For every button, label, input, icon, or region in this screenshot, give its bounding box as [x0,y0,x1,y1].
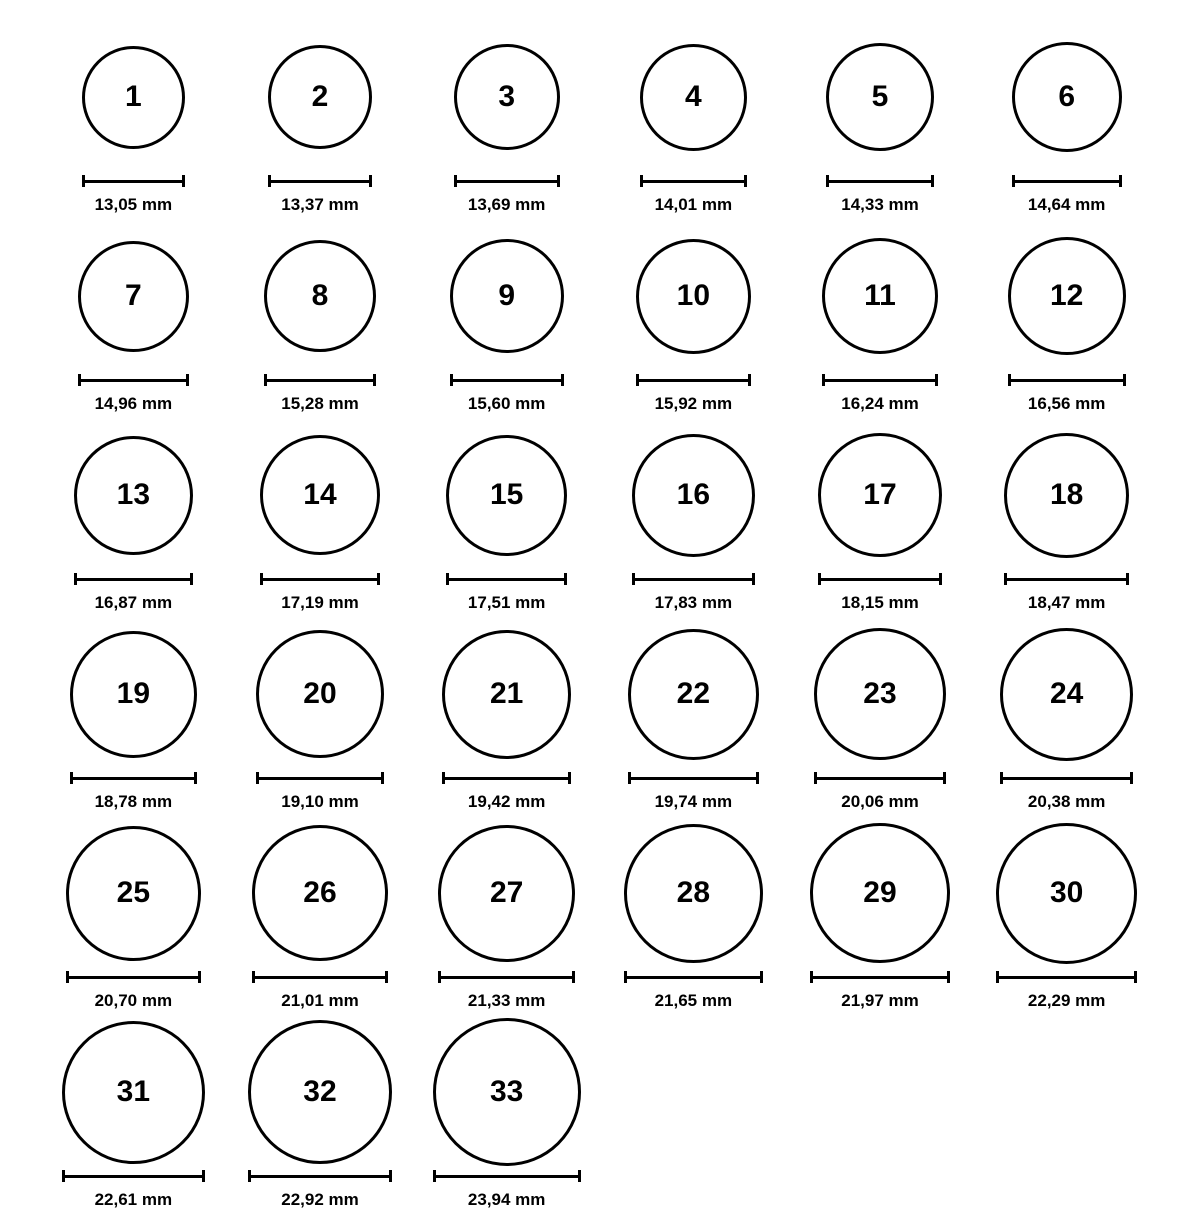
diameter-label: 16,24 mm [841,394,919,413]
measure-bar-graphic [632,573,755,585]
diameter-measure-bar [628,771,759,785]
ring-size-cell [40,818,227,1017]
ring-circle-wrapper [442,619,571,769]
diameter-measure-bar [814,771,946,785]
ring-size-number: 27 [489,876,524,909]
ring-circle [446,435,567,556]
ring-circle [632,434,755,557]
diameter-measure-bar [70,771,197,785]
diameter-label: 15,60 mm [467,394,546,413]
measure-bar-graphic [810,971,950,983]
ring-circle-wrapper [640,22,747,172]
measure-bar-graphic [268,175,372,187]
measure-bar-graphic [74,573,193,585]
ring-circle [248,1020,392,1164]
ring-size-cell [973,221,1160,420]
ring-size-cell [40,221,227,420]
measure-bar-line [822,379,938,382]
ring-circle [454,44,560,150]
ring-size-cell [227,619,414,818]
diameter-label: 21,65 mm [654,991,733,1010]
diameter-measure-bar [446,572,567,586]
ring-size-cell [40,1017,227,1216]
measure-bar-line [636,379,751,382]
diameter-measure-bar [248,1169,392,1183]
ring-circle [433,1018,581,1166]
ring-circle [1004,433,1129,558]
measure-bar-graphic [66,971,201,983]
ring-circle-wrapper [252,818,388,968]
ring-size-number: 21 [489,677,524,710]
ring-size-cell [413,818,600,1017]
ring-size-number: 20 [303,677,337,710]
measure-bar-graphic [454,175,560,187]
diameter-measure-bar [66,970,201,984]
ring-size-number: 11 [864,279,896,312]
measure-bar-line [450,379,564,382]
ring-circle-wrapper [82,22,185,172]
measure-bar-graphic [256,772,384,784]
measure-bar-graphic [1008,374,1126,386]
ring-size-number: 23 [863,677,897,710]
ring-circle-wrapper [62,1017,205,1167]
measure-bar-graphic [822,374,938,386]
ring-circle [822,238,938,354]
ring-size-cell [600,420,787,619]
diameter-label: 21,01 mm [281,991,359,1010]
ring-circle [636,239,751,354]
ring-circle-wrapper [818,420,942,570]
ring-size-cell [227,22,414,221]
ring-size-cell [413,420,600,619]
diameter-label: 13,37 mm [281,195,359,214]
ring-circle [442,630,571,759]
diameter-measure-bar [438,970,575,984]
ring-size-cell [973,619,1160,818]
measure-bar-graphic [1004,573,1129,585]
measure-bar-line [256,777,384,780]
ring-size-cell [973,420,1160,619]
ring-size-number: 3 [498,80,515,113]
ring-size-number: 28 [676,876,711,909]
diameter-measure-bar [1008,373,1126,387]
measure-bar-line [442,777,571,780]
measure-bar-line [66,976,201,979]
ring-size-cell [600,619,787,818]
diameter-label: 17,83 mm [654,593,733,612]
measure-bar-graphic [446,573,567,585]
diameter-label: 21,97 mm [841,991,919,1010]
ring-size-number: 13 [116,478,151,511]
ring-size-number: 12 [1049,279,1084,312]
diameter-measure-bar [450,373,564,387]
measure-bar-line [632,578,755,581]
measure-bar-graphic [442,772,571,784]
measure-bar-line [996,976,1137,979]
ring-circle-wrapper [1000,619,1133,769]
ring-size-cell [973,22,1160,221]
ring-circle-wrapper [446,420,567,570]
ring-size-number: 6 [1058,80,1075,113]
diameter-measure-bar [636,373,751,387]
ring-size-number: 4 [684,80,702,113]
diameter-measure-bar [454,174,560,188]
diameter-label: 19,10 mm [281,792,359,811]
measure-bar-graphic [624,971,763,983]
ring-size-number: 22 [676,677,711,710]
ring-circle [810,823,950,963]
diameter-label: 19,74 mm [654,792,733,811]
ring-size-cell [227,420,414,619]
diameter-label: 15,28 mm [281,394,359,413]
diameter-label: 18,15 mm [841,593,919,612]
ring-size-cell [973,818,1160,1017]
diameter-measure-bar [632,572,755,586]
ring-circle [264,240,376,352]
diameter-label: 14,33 mm [841,195,919,214]
ring-size-cell [787,420,974,619]
ring-size-number: 9 [498,279,515,312]
ring-size-number: 33 [489,1075,524,1108]
measure-bar-line [70,777,197,780]
ring-size-number: 32 [303,1075,337,1108]
ring-size-grid [40,22,1160,1216]
measure-bar-line [260,578,380,581]
measure-bar-line [78,379,189,382]
measure-bar-graphic [814,772,946,784]
ring-size-number: 10 [676,279,711,312]
measure-bar-line [248,1175,392,1178]
measure-bar-graphic [78,374,189,386]
ring-size-number: 31 [116,1075,151,1108]
diameter-measure-bar [996,970,1137,984]
diameter-label: 22,29 mm [1027,991,1106,1010]
ring-size-cell [413,1017,600,1216]
diameter-measure-bar [818,572,942,586]
ring-circle-wrapper [78,221,189,371]
ring-size-number: 29 [863,876,897,909]
ring-circle [438,825,575,962]
ring-circle-wrapper [632,420,755,570]
ring-circle-wrapper [814,619,946,769]
ring-size-number: 2 [311,80,329,113]
ring-size-number: 26 [303,876,337,909]
diameter-label: 20,38 mm [1027,792,1106,811]
ring-size-number: 18 [1049,478,1084,511]
ring-size-number: 19 [116,677,151,710]
diameter-measure-bar [62,1169,205,1183]
ring-circle [74,436,193,555]
ring-size-cell [40,619,227,818]
ring-circle-wrapper [248,1017,392,1167]
diameter-measure-bar [810,970,950,984]
ring-circle-wrapper [628,619,759,769]
ring-circle [260,435,380,555]
measure-bar-graphic [433,1170,581,1182]
ring-size-number: 7 [124,279,142,312]
ring-size-cell [227,818,414,1017]
ring-size-cell [600,22,787,221]
ring-size-cell [40,420,227,619]
ring-circle [66,826,201,961]
ring-size-cell [40,22,227,221]
ring-circle-wrapper [66,818,201,968]
diameter-label: 15,92 mm [654,394,733,413]
diameter-measure-bar [826,174,934,188]
ring-circle-wrapper [810,818,950,968]
measure-bar-graphic [640,175,747,187]
measure-bar-line [1004,578,1129,581]
diameter-label: 18,47 mm [1027,593,1106,612]
diameter-label: 18,78 mm [94,792,173,811]
diameter-measure-bar [82,174,185,188]
ring-circle-wrapper [996,818,1137,968]
diameter-measure-bar [78,373,189,387]
diameter-label: 20,06 mm [841,792,919,811]
ring-circle-wrapper [256,619,384,769]
measure-bar-graphic [264,374,376,386]
diameter-label: 17,51 mm [467,593,546,612]
diameter-measure-bar [268,174,372,188]
ring-size-cell [413,221,600,420]
ring-circle [818,433,942,557]
ring-circle [256,630,384,758]
measure-bar-line [454,180,560,183]
measure-bar-graphic [636,374,751,386]
diameter-measure-bar [433,1169,581,1183]
ring-circle-wrapper [264,221,376,371]
ring-circle-wrapper [1004,420,1129,570]
diameter-measure-bar [252,970,388,984]
diameter-label: 13,05 mm [94,195,173,214]
measure-bar-graphic [252,971,388,983]
ring-size-cell [787,619,974,818]
ring-circle-wrapper [454,22,560,172]
measure-bar-line [628,777,759,780]
measure-bar-line [640,180,747,183]
ring-circle-wrapper [624,818,763,968]
ring-circle [640,44,747,151]
diameter-label: 22,92 mm [281,1190,359,1209]
ring-circle [1000,628,1133,761]
ring-size-number: 14 [303,478,337,511]
ring-circle [78,241,189,352]
diameter-label: 22,61 mm [94,1190,173,1209]
ring-circle-wrapper [260,420,380,570]
ring-circle-wrapper [1012,22,1122,172]
measure-bar-line [814,777,946,780]
ring-circle [252,825,388,961]
measure-bar-line [1012,180,1122,183]
measure-bar-graphic [260,573,380,585]
measure-bar-graphic [1012,175,1122,187]
measure-bar-line [252,976,388,979]
diameter-label: 16,56 mm [1027,394,1106,413]
measure-bar-line [446,578,567,581]
diameter-measure-bar [1004,572,1129,586]
diameter-label: 14,64 mm [1027,195,1106,214]
diameter-measure-bar [624,970,763,984]
ring-size-number: 25 [116,876,151,909]
ring-size-cell [600,221,787,420]
ring-circle-wrapper [1008,221,1126,371]
measure-bar-graphic [248,1170,392,1182]
ring-circle [268,45,372,149]
ring-circle-wrapper [438,818,575,968]
measure-bar-line [624,976,763,979]
measure-bar-line [268,180,372,183]
ring-size-cell [600,818,787,1017]
diameter-measure-bar [74,572,193,586]
diameter-label: 23,94 mm [467,1190,546,1209]
diameter-measure-bar [1000,771,1133,785]
diameter-measure-bar [442,771,571,785]
ring-size-number: 30 [1049,876,1084,909]
measure-bar-graphic [450,374,564,386]
measure-bar-line [810,976,950,979]
ring-size-cell [787,22,974,221]
ring-size-number: 16 [676,478,711,511]
diameter-measure-bar [260,572,380,586]
measure-bar-line [826,180,934,183]
measure-bar-graphic [628,772,759,784]
measure-bar-line [433,1175,581,1178]
measure-bar-graphic [818,573,942,585]
ring-circle [82,46,185,149]
ring-circle-wrapper [826,22,934,172]
measure-bar-graphic [82,175,185,187]
ring-size-number: 24 [1049,677,1084,710]
ring-circle-wrapper [70,619,197,769]
ring-circle [826,43,934,151]
ring-circle [624,824,763,963]
diameter-measure-bar [1012,174,1122,188]
ring-circle [814,628,946,760]
measure-bar-line [62,1175,205,1178]
ring-circle [996,823,1137,964]
measure-bar-graphic [826,175,934,187]
ring-size-cell [413,22,600,221]
diameter-label: 17,19 mm [281,593,359,612]
diameter-measure-bar [822,373,938,387]
measure-bar-graphic [62,1170,205,1182]
measure-bar-graphic [438,971,575,983]
ring-size-number: 15 [489,478,524,511]
diameter-label: 13,69 mm [467,195,546,214]
ring-circle-wrapper [822,221,938,371]
ring-size-number: 5 [871,80,889,113]
diameter-label: 21,33 mm [467,991,546,1010]
diameter-measure-bar [256,771,384,785]
ring-size-cell [227,221,414,420]
ring-size-number: 17 [863,478,897,511]
ring-size-cell [787,221,974,420]
ring-size-number: 8 [311,279,329,312]
ring-circle-wrapper [450,221,564,371]
ring-circle [62,1021,205,1164]
measure-bar-graphic [1000,772,1133,784]
measure-bar-line [74,578,193,581]
ring-size-number: 1 [124,80,142,113]
measure-bar-line [438,976,575,979]
measure-bar-line [1008,379,1126,382]
diameter-label: 20,70 mm [94,991,173,1010]
measure-bar-line [82,180,185,183]
measure-bar-graphic [70,772,197,784]
measure-bar-line [818,578,942,581]
ring-circle [1012,42,1122,152]
ring-size-cell [227,1017,414,1216]
diameter-label: 16,87 mm [94,593,173,612]
ring-circle-wrapper [268,22,372,172]
ring-circle-wrapper [74,420,193,570]
ring-circle [1008,237,1126,355]
measure-bar-line [1000,777,1133,780]
measure-bar-line [264,379,376,382]
ring-circle [450,239,564,353]
ring-size-cell [413,619,600,818]
diameter-label: 19,42 mm [467,792,546,811]
diameter-label: 14,01 mm [654,195,733,214]
diameter-measure-bar [264,373,376,387]
ring-circle-wrapper [433,1017,581,1167]
ring-size-cell [787,818,974,1017]
measure-bar-graphic [996,971,1137,983]
ring-circle [628,629,759,760]
diameter-measure-bar [640,174,747,188]
ring-circle-wrapper [636,221,751,371]
ring-circle [70,631,197,758]
diameter-label: 14,96 mm [94,394,173,413]
